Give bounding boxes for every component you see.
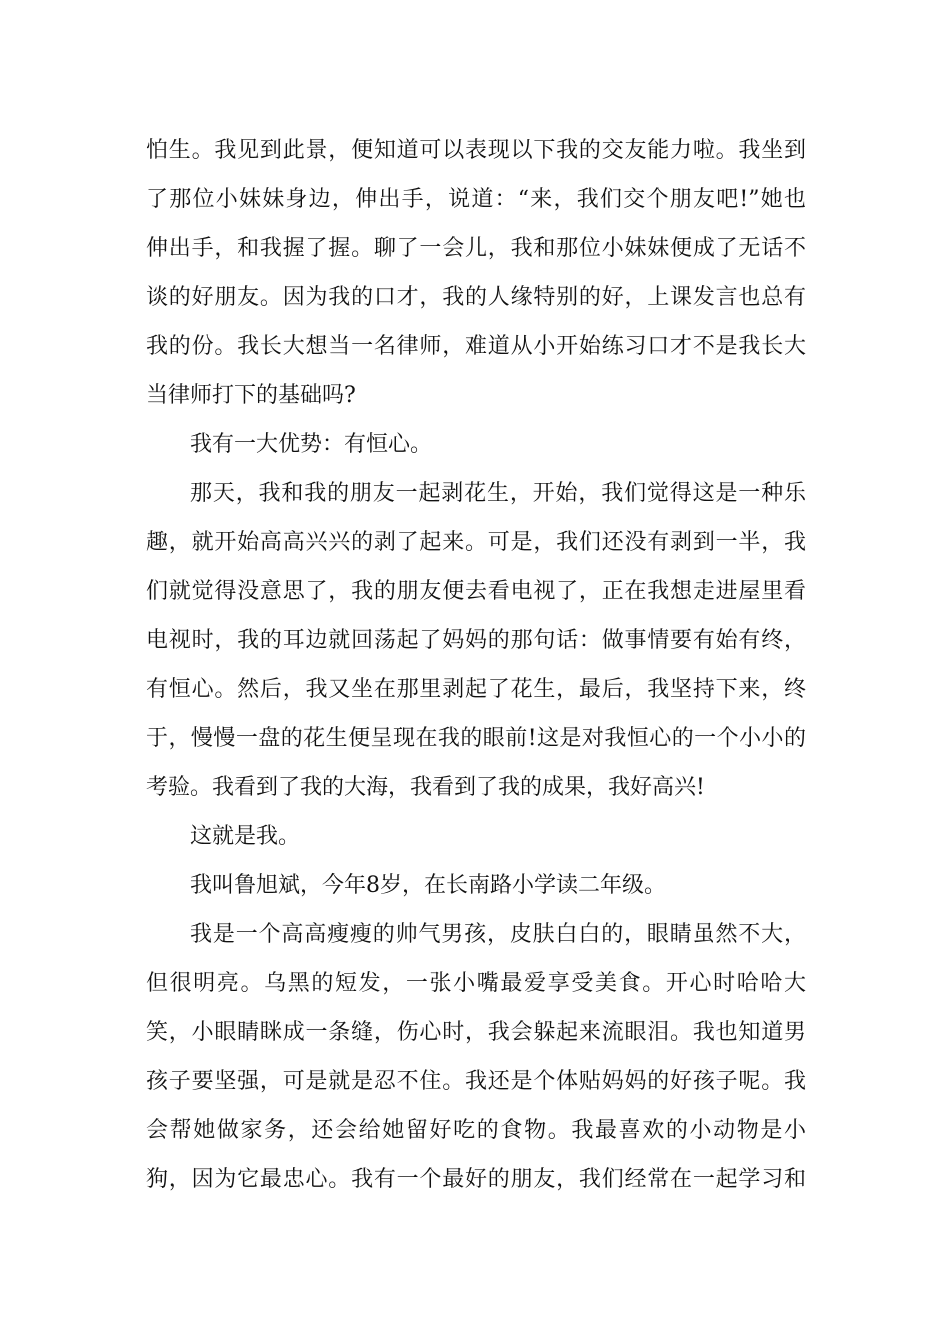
- text-line: 考验。我看到了我的大海，我看到了我的成果，我好高兴!: [146, 775, 705, 800]
- text-line: 狗，因为它最忠心。我有一个最好的朋友，我们经常在一起学习和: [146, 1167, 806, 1192]
- text-line: 电视时，我的耳边就回荡起了妈妈的那句话：做事情要有始有终，: [146, 628, 806, 653]
- text-line: 我叫鲁旭斌，今年8岁，在长南路小学读二年级。: [190, 873, 666, 898]
- text-line: 孩子要坚强，可是就是忍不住。我还是个体贴妈妈的好孩子呢。我: [146, 1069, 806, 1094]
- text-line: 于，慢慢一盘的花生便呈现在我的眼前!这是对我恒心的一个小小的: [146, 726, 806, 751]
- text-line: 有恒心。然后，我又坐在那里剥起了花生，最后，我坚持下来，终: [146, 677, 806, 702]
- text-line: 那天，我和我的朋友一起剥花生，开始，我们觉得这是一种乐: [190, 481, 806, 506]
- text-line: 伸出手，和我握了握。聊了一会儿，我和那位小妹妹便成了无话不: [146, 236, 806, 261]
- text-line: 趣，就开始高高兴兴的剥了起来。可是，我们还没有剥到一半，我: [146, 530, 806, 555]
- text-line: 笑，小眼睛眯成一条缝，伤心时，我会躲起来流眼泪。我也知道男: [146, 1020, 806, 1045]
- text-line: 谈的好朋友。因为我的口才，我的人缘特别的好，上课发言也总有: [146, 285, 806, 310]
- text-line: 当律师打下的基础吗?: [146, 383, 356, 408]
- text-line: 们就觉得没意思了，我的朋友便去看电视了，正在我想走进屋里看: [146, 579, 806, 604]
- text-line: 但很明亮。乌黑的短发，一张小嘴最爱享受美食。开心时哈哈大: [146, 971, 806, 996]
- text-line: 了那位小妹妹身边，伸出手，说道：“来，我们交个朋友吧!”她也: [146, 187, 806, 212]
- text-line: 我有一大优势：有恒心。: [190, 432, 433, 457]
- text-line: 我是一个高高瘦瘦的帅气男孩，皮肤白白的，眼睛虽然不大，: [190, 922, 806, 947]
- text-line: 会帮她做家务，还会给她留好吃的食物。我最喜欢的小动物是小: [146, 1118, 806, 1143]
- text-line: 我的份。我长大想当一名律师，难道从小开始练习口才不是我长大: [146, 334, 806, 359]
- text-line: 这就是我。: [190, 824, 301, 849]
- text-line: 怕生。我见到此景，便知道可以表现以下我的交友能力啦。我坐到: [146, 138, 806, 163]
